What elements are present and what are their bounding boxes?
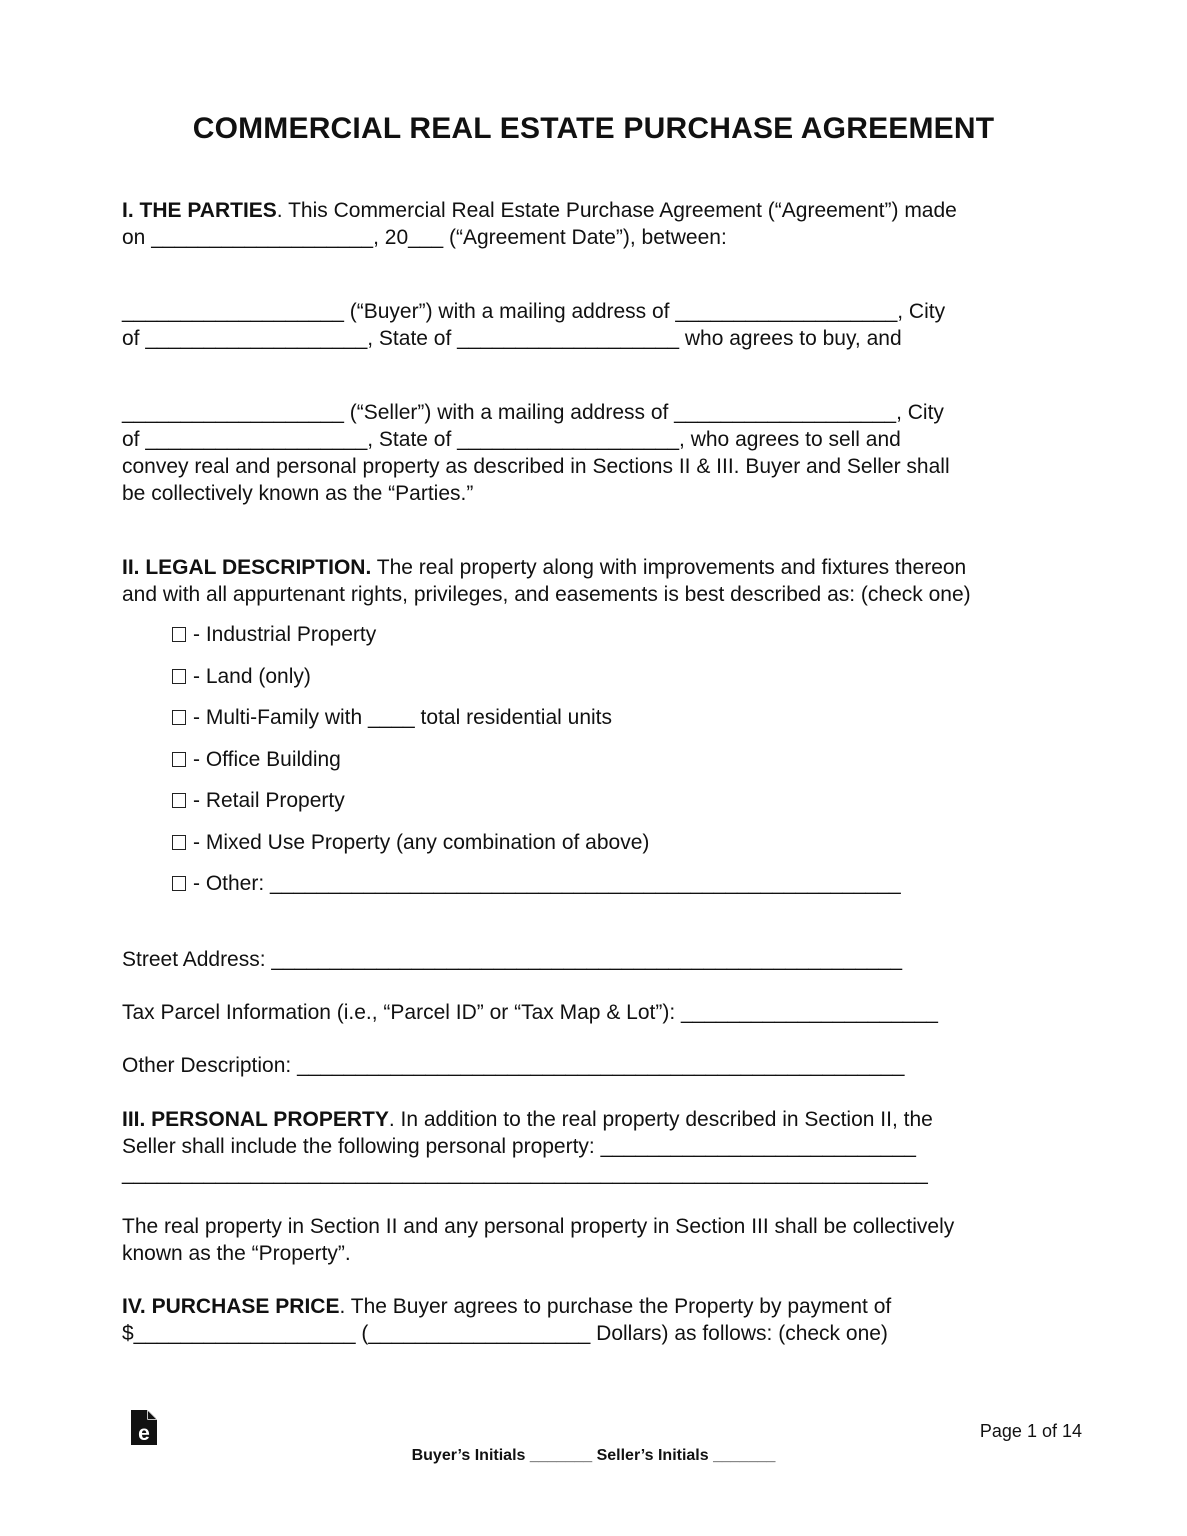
section-legal-description: II. LEGAL DESCRIPTION. The real property along with improvements and fixtures thereon and with all appurtenant rights, privileges, and easements is best described as: (check one)	[122, 556, 971, 606]
agreement-date-line[interactable]: on ___________________, 20___ (“Agreement Date”), between:	[122, 226, 727, 249]
checkbox-icon[interactable]	[172, 710, 186, 725]
checkbox-mixed-use-property[interactable]: - Mixed Use Property (any combination of above)	[172, 829, 649, 856]
section-purchase-price: IV. PURCHASE PRICE. The Buyer agrees to purchase the Property by payment of $___________________ (___________________ Dollars) as follows: (check one)	[122, 1293, 1067, 1347]
personal-property-field[interactable]: Seller shall include the following personal property: ___________________________	[122, 1135, 916, 1158]
street-address-field[interactable]: Street Address: ______________________________________________________	[122, 948, 903, 971]
seller-line-3: convey real and personal property as described in Sections II & III. Buyer and Seller shall	[122, 455, 950, 478]
buyer-line-1[interactable]: ___________________ (“Buyer”) with a mailing address of ___________________, City	[122, 300, 946, 323]
property-definition-note: The real property in Section II and any personal property in Section III shall be collectively known as the “Property”.	[122, 1215, 955, 1265]
other-description-field[interactable]: Other Description: ____________________________________________________	[122, 1054, 905, 1077]
checkbox-multi-family[interactable]: - Multi-Family with ____ total residential units	[172, 704, 612, 731]
checkbox-icon[interactable]	[172, 793, 186, 808]
seller-line-2[interactable]: of ___________________, State of ___________________, who agrees to sell and	[122, 428, 901, 451]
eforms-document-icon	[131, 1410, 157, 1445]
seller-line-4: be collectively known as the “Parties.”	[122, 482, 474, 505]
checkbox-industrial-property[interactable]: - Industrial Property	[172, 621, 376, 648]
section-parties: I. THE PARTIES. This Commercial Real Estate Purchase Agreement (“Agreement”) made on ___________________, 20___ (“Agreement Date”), between:	[122, 197, 1067, 251]
page-number: Page 1 of 14	[979, 1421, 1082, 1441]
svg-text:e: e	[138, 1422, 150, 1445]
section-personal-property: III. PERSONAL PROPERTY. In addition to the real property described in Section II, the Seller shall include the following personal property: ___________________________ _____________________________________________________________________	[122, 1106, 1067, 1187]
section-heading: III. PERSONAL PROPERTY	[122, 1108, 389, 1131]
checkbox-office-building[interactable]: - Office Building	[172, 746, 341, 773]
initials-line[interactable]: Buyer’s Initials _______ Seller’s Initials _______	[411, 1447, 776, 1464]
buyer-block	[122, 298, 1067, 352]
tax-parcel-field[interactable]: Tax Parcel Information (i.e., “Parcel ID” or “Tax Map & Lot”): ______________________	[122, 1001, 938, 1024]
personal-property-field-continued[interactable]: _____________________________________________________________________	[122, 1162, 928, 1185]
checkbox-retail-property[interactable]: - Retail Property	[172, 787, 345, 814]
document-title: COMMERCIAL REAL ESTATE PURCHASE AGREEMENT	[192, 112, 995, 145]
checkbox-icon[interactable]	[172, 627, 186, 642]
seller-line-1[interactable]: ___________________ (“Seller”) with a mailing address of ___________________, City	[122, 401, 944, 424]
section-heading: IV. PURCHASE PRICE	[122, 1295, 340, 1318]
section-heading: II. LEGAL DESCRIPTION.	[122, 556, 372, 579]
section-heading: I. THE PARTIES	[122, 199, 277, 222]
checkbox-land-only[interactable]: - Land (only)	[172, 663, 311, 690]
buyer-line-2[interactable]: of ___________________, State of ___________________ who agrees to buy, and	[122, 327, 902, 350]
checkbox-icon[interactable]	[172, 752, 186, 767]
purchase-price-field[interactable]: $___________________ (___________________ Dollars) as follows: (check one)	[122, 1322, 888, 1345]
checkbox-icon[interactable]	[172, 876, 186, 891]
checkbox-icon[interactable]	[172, 835, 186, 850]
checkbox-icon[interactable]	[172, 669, 186, 684]
seller-block	[122, 399, 1067, 507]
checkbox-other[interactable]: - Other: ______________________________________________________	[172, 870, 901, 897]
